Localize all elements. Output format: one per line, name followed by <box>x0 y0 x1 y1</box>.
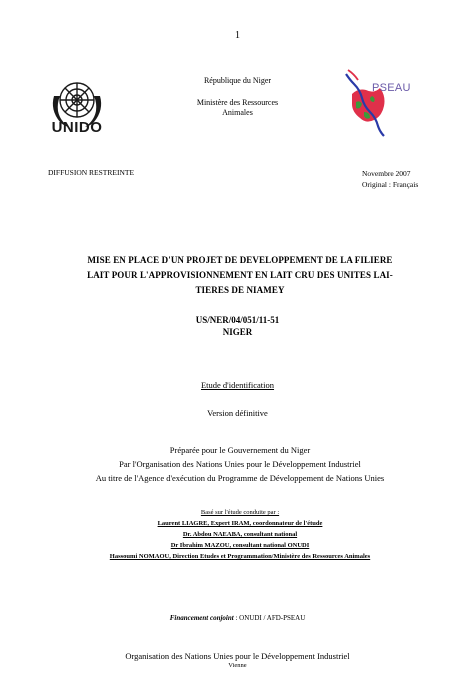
pseau-logo <box>340 68 430 140</box>
original-language: Original : Français <box>362 180 419 189</box>
funding-label: Financement conjoint <box>169 614 234 622</box>
study-type: Etude d'identification <box>200 380 275 390</box>
author-3: Dr Ibrahim MAZOU, consultant national ONUDI <box>170 542 310 549</box>
project-number: US/NER/04/051/11-51 <box>195 315 280 325</box>
government-header <box>170 76 305 118</box>
country-name: République du Niger <box>203 76 272 85</box>
pseau-logo-text: PSEAU <box>372 82 411 94</box>
unido-logo <box>44 72 110 136</box>
document-title <box>40 253 440 298</box>
page-number: 1 <box>235 30 240 41</box>
date-month-year: Novembre 2007 <box>362 169 411 178</box>
footer-organization: Organisation des Nations Unies pour le Développement Industriel <box>125 651 350 661</box>
title-line2: LAIT POUR L'APPROVISIONNEMENT EN LAIT CRU DES UNITES LAI- <box>87 270 393 280</box>
prepared-block <box>30 443 450 485</box>
author-4: Hassoumi NOMAOU, Direction Etudes et Programmation/Ministère des Ressources Animales <box>109 553 371 560</box>
unido-logo-text: UNIDO <box>51 119 103 136</box>
prepared-line1: Préparée pour le Gouvernement du Niger <box>169 445 311 455</box>
prepared-line3: Au titre de l'Agence d'exécution du Programme de Développement de Nations Unies <box>95 473 385 483</box>
author-2: Dr. Abdou NAEABA, consultant national <box>182 531 298 538</box>
version-label: Version définitive <box>207 408 268 418</box>
diffusion-label: DIFFUSION RESTREINTE <box>48 168 135 177</box>
ministry-line2: Animales <box>222 108 253 117</box>
date-block <box>362 168 418 190</box>
funding-line <box>0 614 475 622</box>
footer-city: Vienne <box>228 662 247 669</box>
funding-value: : ONUDI / AFD-PSEAU <box>233 614 306 622</box>
ministry-line1: Ministère des Ressources <box>196 98 279 107</box>
study-intro: Basé sur l'étude conduite par : <box>200 509 280 516</box>
title-line1: MISE EN PLACE D'UN PROJET DE DEVELOPPEMENT DE LA FILIERE <box>87 255 393 265</box>
study-authors <box>40 507 440 562</box>
project-number-block <box>0 314 475 338</box>
prepared-line2: Par l'Organisation des Nations Unies pour le Développement Industriel <box>119 459 361 469</box>
title-line3: TIERES DE NIAMEY <box>195 285 285 295</box>
pseau-map-icon <box>340 68 430 140</box>
author-1: Laurent LIAGRE, Expert IRAM, coordonnateur de l'étude <box>157 520 323 527</box>
project-country: NIGER <box>222 327 253 337</box>
